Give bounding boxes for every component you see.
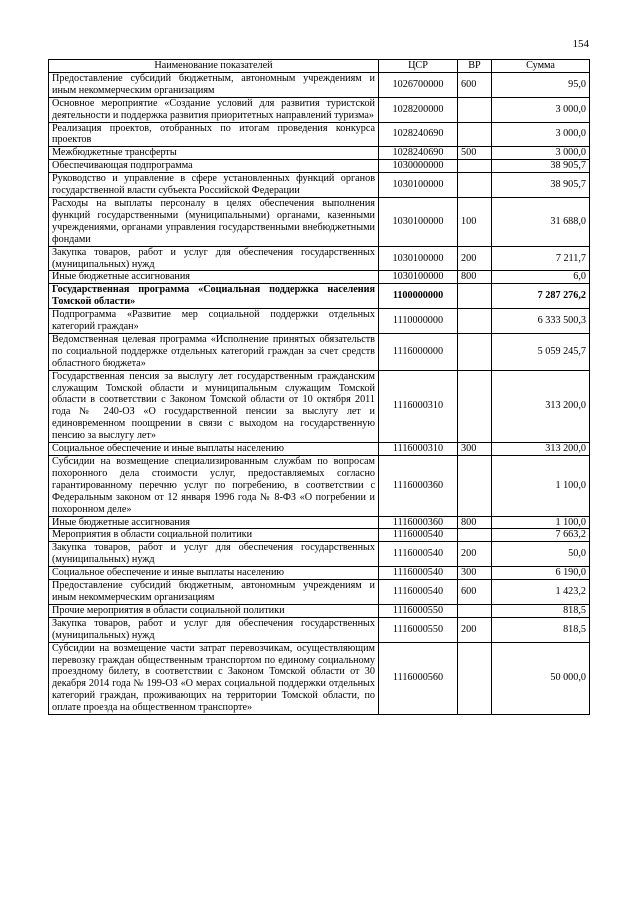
table-row [49,122,590,147]
row-csr: 1030100000 [379,271,458,284]
row-vr: 300 [458,567,492,580]
row-name: Государственная программа «Социальная поддержка населения Томской области» [49,284,379,309]
row-vr: 800 [458,516,492,529]
row-vr [458,456,492,517]
row-csr: 1030000000 [379,160,458,173]
header-name: Наименование показателей [49,60,379,73]
table-row [49,97,590,122]
row-name: Прочие мероприятия в области социальной политики [49,604,379,617]
row-vr: 500 [458,147,492,160]
row-sum: 50 000,0 [492,642,590,714]
row-name: Закупка товаров, работ и услуг для обеспечения государственных (муниципальных) нужд [49,542,379,567]
table-row [49,147,590,160]
row-sum: 3 000,0 [492,147,590,160]
table-row [49,642,590,714]
row-vr: 200 [458,542,492,567]
table-row [49,604,590,617]
table-row [49,72,590,97]
row-name: Предоставление субсидий бюджетным, автономным учреждениям и иным некоммерческим организациям [49,580,379,605]
table-body [49,72,590,714]
table-header-row [49,60,590,73]
row-vr [458,122,492,147]
row-vr [458,604,492,617]
row-sum: 6 190,0 [492,567,590,580]
row-sum: 818,5 [492,617,590,642]
row-sum: 31 688,0 [492,197,590,246]
table-row [49,529,590,542]
row-csr: 1026700000 [379,72,458,97]
row-name: Реализация проектов, отобранных по итогам проведения конкурса проектов [49,122,379,147]
row-csr: 1116000310 [379,370,458,442]
row-sum: 313 200,0 [492,370,590,442]
row-name: Подпрограмма «Развитие мер социальной поддержки отдельных категорий граждан» [49,309,379,334]
row-csr: 1116000550 [379,604,458,617]
row-csr: 1028240690 [379,122,458,147]
row-csr: 1116000550 [379,617,458,642]
row-name: Обеспечивающая подпрограмма [49,160,379,173]
table-row [49,617,590,642]
row-name: Иные бюджетные ассигнования [49,271,379,284]
row-sum: 5 059 245,7 [492,333,590,370]
table-row [49,370,590,442]
row-vr [458,333,492,370]
row-csr: 1116000540 [379,567,458,580]
row-vr [458,642,492,714]
row-vr: 600 [458,580,492,605]
row-sum: 7 663,2 [492,529,590,542]
row-vr [458,284,492,309]
row-sum: 38 905,7 [492,160,590,173]
row-sum: 3 000,0 [492,97,590,122]
row-sum: 1 100,0 [492,456,590,517]
row-name: Закупка товаров, работ и услуг для обеспечения государственных (муниципальных) нужд [49,246,379,271]
table-row [49,580,590,605]
row-vr: 800 [458,271,492,284]
row-csr: 1100000000 [379,284,458,309]
row-sum: 7 211,7 [492,246,590,271]
row-csr: 1116000540 [379,580,458,605]
header-vr: ВР [458,60,492,73]
row-csr: 1030100000 [379,173,458,198]
row-sum: 313 200,0 [492,443,590,456]
row-name: Субсидии на возмещение специализированным службам по вопросам похоронного дела стоимости услуг, предоставляемых согласно гарантированному перечню услуг по погребению, в соответствии с Федеральным законом от 12 января 1996 года № 8-ФЗ «О погребении и похоронном деле» [49,456,379,517]
table-row [49,160,590,173]
row-name: Социальное обеспечение и иные выплаты населению [49,443,379,456]
row-csr: 1116000540 [379,529,458,542]
row-vr: 100 [458,197,492,246]
row-csr: 1110000000 [379,309,458,334]
row-sum: 818,5 [492,604,590,617]
row-name: Расходы на выплаты персоналу в целях обеспечения выполнения функций государственными (муниципальными) органами, казенными учреждениями, органами управления государственными внебюджетными фондами [49,197,379,246]
table-row [49,197,590,246]
row-csr: 1028240690 [379,147,458,160]
row-name: Основное мероприятие «Создание условий для развития туристской деятельности и поддержка развития приоритетных направлений туризма» [49,97,379,122]
row-name: Субсидии на возмещение части затрат перевозчикам, осуществляющим перевозку граждан общественным транспортом по единому социальному проездному билету, в соответствии с Законом Томской области от 30 декабря 2014 года № 199-ОЗ «О мерах социальной поддержки отдельных категорий граждан, проживающих на территории Томской области, по оплате проезда на общественном транспорте» [49,642,379,714]
row-sum: 1 100,0 [492,516,590,529]
row-name: Предоставление субсидий бюджетным, автономным учреждениям и иным некоммерческим организациям [49,72,379,97]
table-row [49,567,590,580]
row-vr [458,309,492,334]
row-name: Иные бюджетные ассигнования [49,516,379,529]
row-sum: 3 000,0 [492,122,590,147]
table-row [49,443,590,456]
row-csr: 1116000360 [379,516,458,529]
row-csr: 1116000360 [379,456,458,517]
header-csr: ЦСР [379,60,458,73]
table-row [49,309,590,334]
row-vr: 200 [458,617,492,642]
budget-table [48,59,590,715]
row-vr [458,160,492,173]
row-vr: 600 [458,72,492,97]
row-sum: 50,0 [492,542,590,567]
row-name: Межбюджетные трансферты [49,147,379,160]
table-row [49,284,590,309]
row-name: Закупка товаров, работ и услуг для обеспечения государственных (муниципальных) нужд [49,617,379,642]
row-sum: 7 287 276,2 [492,284,590,309]
row-vr: 300 [458,443,492,456]
row-csr: 1116000540 [379,542,458,567]
row-vr [458,370,492,442]
table-row [49,173,590,198]
row-name: Государственная пенсия за выслугу лет государственным гражданским служащим Томской области и муниципальным служащим Томской области в соответствии с Законом Томской области от 10 октября 2011 года № 240-ОЗ «О государственной пенсии за выслугу лет и единовременном поощрении в связи с выходом на государственную пенсию за выслугу лет» [49,370,379,442]
row-csr: 1116000310 [379,443,458,456]
table-row [49,333,590,370]
row-csr: 1116000000 [379,333,458,370]
row-vr [458,173,492,198]
row-csr: 1030100000 [379,246,458,271]
table-row [49,456,590,517]
row-csr: 1116000560 [379,642,458,714]
row-sum: 95,0 [492,72,590,97]
table-row [49,246,590,271]
header-sum: Сумма [492,60,590,73]
row-name: Руководство и управление в сфере установленных функций органов государственной власти субъекта Российской Федерации [49,173,379,198]
row-vr [458,97,492,122]
row-name: Ведомственная целевая программа «Исполнение принятых обязательств по социальной поддержке отдельных категорий граждан за счет средств областного бюджета» [49,333,379,370]
row-sum: 1 423,2 [492,580,590,605]
row-vr [458,529,492,542]
row-csr: 1030100000 [379,197,458,246]
row-sum: 38 905,7 [492,173,590,198]
page-number: 154 [572,38,589,50]
row-name: Мероприятия в области социальной политики [49,529,379,542]
row-sum: 6,0 [492,271,590,284]
table-row [49,516,590,529]
row-sum: 6 333 500,3 [492,309,590,334]
row-vr: 200 [458,246,492,271]
table-row [49,542,590,567]
row-name: Социальное обеспечение и иные выплаты населению [49,567,379,580]
row-csr: 1028200000 [379,97,458,122]
table-row [49,271,590,284]
